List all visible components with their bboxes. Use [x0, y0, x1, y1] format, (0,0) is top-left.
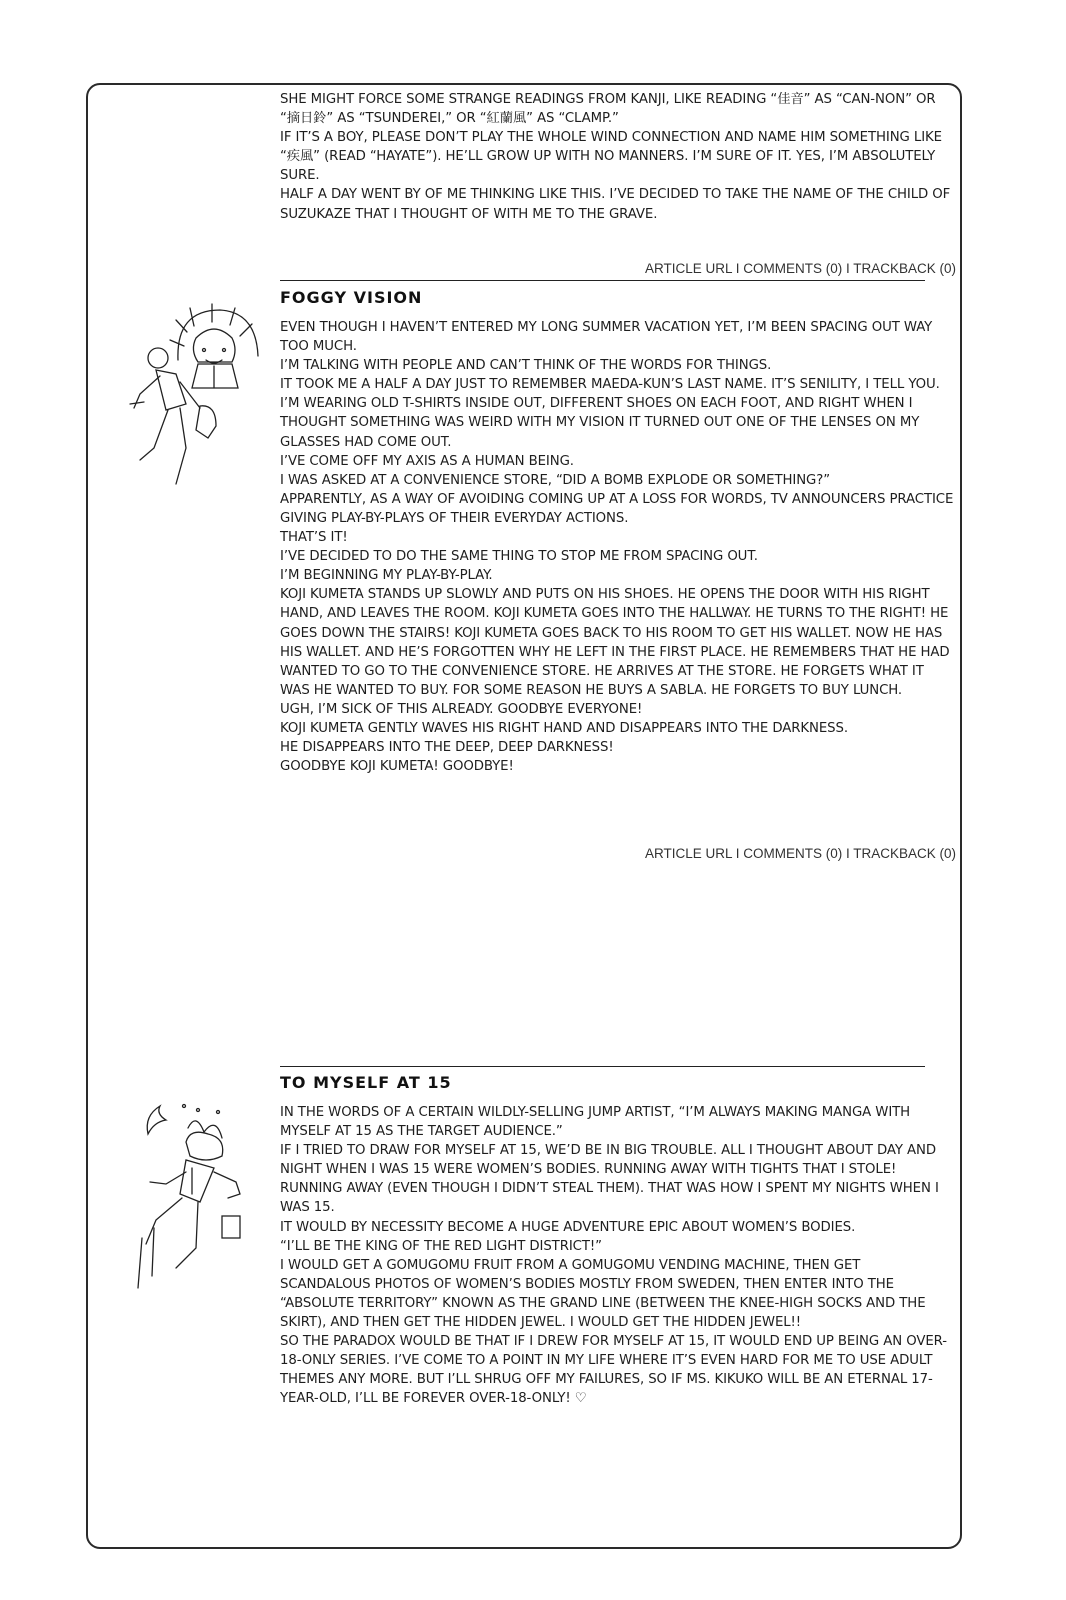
paragraph: KOJI KUMETA GENTLY WAVES HIS RIGHT HAND AND DISAPPEARS INTO THE DARKNESS.: [280, 720, 848, 736]
paragraph: I’M WEARING OLD T-SHIRTS INSIDE OUT, DIFFERENT SHOES ON EACH FOOT, AND RIGHT WHEN I THOUGHT SOMETHING WAS WEIRD WITH MY VISION IT TURNED OUT ONE OF THE LENSES ON MY GLASSES HAD COME OUT.: [280, 396, 920, 450]
paragraph: HALF A DAY WENT BY OF ME THINKING LIKE THIS. I’VE DECIDED TO TAKE THE NAME OF THE CHILD OF SUZUKAZE THAT I THOUGHT OF WITH ME TO THE GRAVE.: [280, 187, 951, 222]
paragraph: I’M TALKING WITH PEOPLE AND CAN’T THINK OF THE WORDS FOR THINGS.: [280, 358, 772, 374]
paragraph: IF I TRIED TO DRAW FOR MYSELF AT 15, WE’D BE IN BIG TROUBLE. ALL I THOUGHT ABOUT DAY AND NIGHT WHEN I WAS 15 WERE WOMEN’S BODIES. RUNNING AWAY WITH TIGHTS THAT I STOLE! RUNNING AWAY (EVEN THOUGH I DIDN’T STEAL THEM). THAT WAS HOW I SPENT MY NIGHTS WHEN I WAS 15.: [280, 1143, 939, 1216]
stars-decoration: [183, 1105, 220, 1114]
paragraph: THAT’S IT!: [280, 530, 348, 546]
radiating-lines-decoration: [170, 304, 258, 360]
entry-foggy-vision-body: [280, 318, 954, 776]
announcer-figure-drawing: [192, 329, 238, 388]
paragraph: I’VE DECIDED TO DO THE SAME THING TO STOP ME FROM SPACING OUT.: [280, 549, 758, 565]
paragraph: IN THE WORDS OF A CERTAIN WILDLY-SELLING JUMP ARTIST, “I’M ALWAYS MAKING MANGA WITH MYSELF AT 15 AS THE TARGET AUDIENCE.”: [280, 1105, 911, 1140]
walking-figure-drawing: [130, 348, 216, 484]
entry-title-to-myself-at-15: TO MYSELF AT 15: [280, 1073, 452, 1092]
paragraph: “I’LL BE THE KING OF THE RED LIGHT DISTRICT!”: [280, 1238, 602, 1254]
paragraph: SO THE PARADOX WOULD BE THAT IF I DREW FOR MYSELF AT 15, IT WOULD END UP BEING AN OVER-18-ONLY SERIES. I’VE COME TO A POINT IN MY LIFE WHERE IT’S EVEN HARD FOR ME TO USE ADULT THEMES ANY MORE. BUT I’LL SHRUG OFF MY FAILURES, SO IF MS. KIKUKO WILL BE AN ETERNAL 17-YEAR-OLD, I’LL BE FOREVER OVER-18-ONLY! ♡: [280, 1334, 947, 1407]
running-bunny-figure-drawing: [138, 1121, 240, 1288]
paragraph: HE DISAPPEARS INTO THE DEEP, DEEP DARKNESS!: [280, 740, 614, 756]
entry-foggy-vision-footer-links[interactable]: ARTICLE URL I COMMENTS (0) I TRACKBACK (0): [644, 846, 956, 861]
entry-to-myself-at-15-body: [280, 1103, 954, 1409]
to-myself-at-15-illustration: [136, 1098, 254, 1298]
paragraph: APPARENTLY, AS A WAY OF AVOIDING COMING UP AT A LOSS FOR WORDS, TV ANNOUNCERS PRACTICE GIVING PLAY-BY-PLAYS OF THEIR EVERYDAY ACTIONS.: [280, 491, 954, 526]
paragraph: I WOULD GET A GOMUGOMU FRUIT FROM A GOMUGOMU VENDING MACHINE, THEN GET SCANDALOUS PHOTOS OF WOMEN’S BODIES MOSTLY FROM SWEDEN, THEN ENTER INTO THE “ABSOLUTE TERRITORY” KNOWN AS THE GRAND LINE (BETWEEN THE KNEE-HIGH SOCKS AND THE SKIRT), AND THEN GET THE HIDDEN JEWEL. I WOULD GET THE HIDDEN JEWEL!!: [280, 1257, 926, 1331]
foggy-vision-illustration: [120, 298, 260, 498]
entry-top-body: [280, 90, 954, 224]
paragraph: I WAS ASKED AT A CONVENIENCE STORE, “DID A BOMB EXPLODE OR SOMETHING?”: [280, 472, 830, 488]
section-divider: [280, 1066, 925, 1067]
paragraph: I’M BEGINNING MY PLAY-BY-PLAY.: [280, 568, 493, 584]
paragraph: SHE MIGHT FORCE SOME STRANGE READINGS FROM KANJI, LIKE READING “佳音” AS “CAN-NON” OR “摘日鈴” AS “TSUNDEREI,” OR “紅蘭風” AS “CLAMP.”: [280, 92, 936, 127]
paragraph: GOODBYE KOJI KUMETA! GOODBYE!: [280, 759, 514, 775]
paragraph: UGH, I’M SICK OF THIS ALREADY. GOODBYE EVERYONE!: [280, 701, 643, 717]
section-divider: [280, 280, 925, 281]
paragraph: KOJI KUMETA STANDS UP SLOWLY AND PUTS ON HIS SHOES. HE OPENS THE DOOR WITH HIS RIGHT HAND, AND LEAVES THE ROOM. KOJI KUMETA GOES INTO THE HALLWAY. HE TURNS TO THE RIGHT! HE GOES DOWN THE STAIRS! KOJI KUMETA GOES BACK TO HIS ROOM TO GET HIS WALLET. NOW HE HAS HIS WALLET. AND HE’S FORGOTTEN WHY HE LEFT IN THE FIRST PLACE. HE REMEMBERS THAT HE HAD WANTED TO GO TO THE CONVENIENCE STORE. HE ARRIVES AT THE STORE. HE FORGETS WHAT IT WAS HE WANTED TO BUY. FOR SOME REASON HE BUYS A SABLA. HE FORGETS TO BUY LUNCH.: [280, 587, 950, 698]
entry-title-foggy-vision: FOGGY VISION: [280, 288, 423, 307]
paragraph: I’VE COME OFF MY AXIS AS A HUMAN BEING.: [280, 453, 574, 469]
paragraph: IF IT’S A BOY, PLEASE DON’T PLAY THE WHOLE WIND CONNECTION AND NAME HIM SOMETHING LIKE “疾風” (READ “HAYATE”). HE’LL GROW UP WITH NO MANNERS. I’M SURE OF IT. YES, I’M ABSOLUTELY SURE.: [280, 130, 942, 184]
paragraph: IT WOULD BY NECESSITY BECOME A HUGE ADVENTURE EPIC ABOUT WOMEN’S BODIES.: [280, 1219, 856, 1235]
entry-top-footer-links[interactable]: ARTICLE URL I COMMENTS (0) I TRACKBACK (0): [644, 261, 956, 276]
crescent-moon-icon: [147, 1106, 166, 1134]
paragraph: EVEN THOUGH I HAVEN’T ENTERED MY LONG SUMMER VACATION YET, I’M BEEN SPACING OUT WAY TOO MUCH.: [280, 320, 933, 355]
paragraph: IT TOOK ME A HALF A DAY JUST TO REMEMBER MAEDA-KUN’S LAST NAME. IT’S SENILITY, I TELL YOU.: [280, 377, 940, 393]
